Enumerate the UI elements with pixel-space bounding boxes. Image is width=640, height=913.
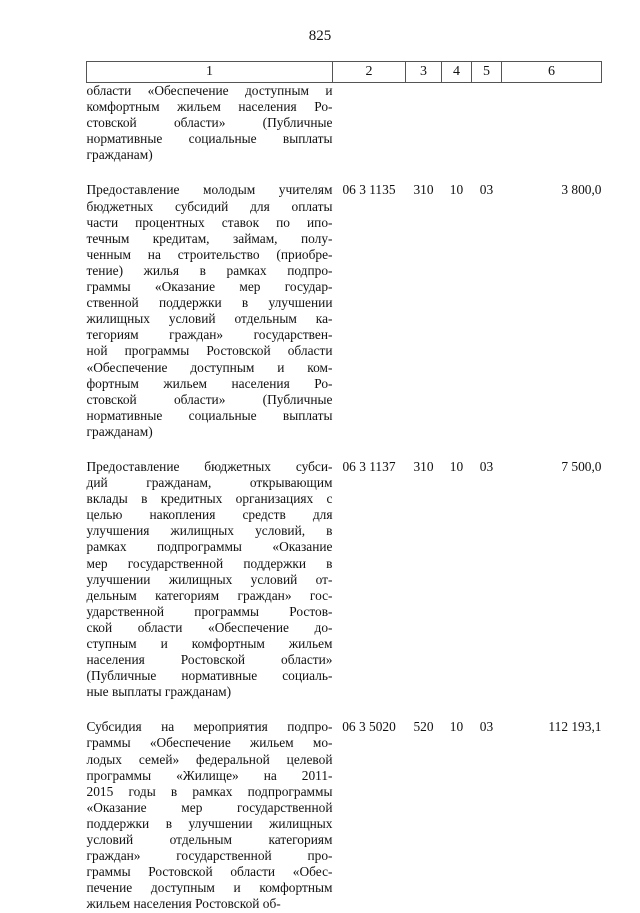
column-header-3: 3 — [406, 62, 442, 83]
description-line: жильем населения Ростовской об- — [86, 896, 281, 912]
description-line: лодых семей» федеральной целевой — [86, 751, 333, 767]
description-line: бюджетных субсидий для оплаты — [86, 198, 333, 214]
description-line: 2015 годы в рамках подпрограммы — [86, 783, 333, 799]
description-line: ственной поддержки в улучшении — [86, 295, 333, 311]
column-header-4: 4 — [442, 62, 472, 83]
row-section: 10 — [449, 458, 464, 474]
description-line: граждан» государственной про- — [86, 848, 333, 864]
column-header-6: 6 — [502, 62, 602, 83]
table-row — [87, 459, 602, 700]
description-line: Субсидия на мероприятия подпро- — [86, 719, 333, 735]
description-line: комфортным жильем населения Ро- — [86, 99, 333, 115]
column-header-5: 5 — [472, 62, 502, 83]
row-amount: 7 500,0 — [561, 458, 602, 474]
row-description — [87, 182, 333, 440]
row-code: 06 3 1135 — [342, 182, 396, 198]
description-line: «Обеспечение доступным и ком- — [86, 359, 333, 375]
table-row — [87, 83, 602, 164]
description-line: печение доступным и комфортным — [86, 880, 333, 896]
description-line: ные выплаты гражданам) — [86, 684, 232, 700]
description-line: «Оказание мер государственной — [86, 799, 333, 815]
budget-table — [86, 61, 602, 913]
description-line: ной программы Ростовской области — [86, 343, 333, 359]
description-line: части процентных ставок по ипо- — [86, 214, 333, 230]
description-line: (Публичные нормативные социаль- — [86, 668, 333, 684]
description-line: Предоставление бюджетных субси- — [86, 458, 333, 474]
table-row — [87, 182, 602, 440]
description-line: гражданам) — [86, 147, 153, 163]
description-line: дий гражданам, открывающим — [86, 475, 333, 491]
row-amount — [502, 83, 602, 164]
description-line: нормативные социальные выплаты — [86, 407, 333, 423]
row-section — [442, 83, 472, 164]
row-amount: 3 800,0 — [561, 182, 602, 198]
description-line: ударственной программы Ростов- — [86, 603, 333, 619]
description-line: стовской области» (Публичные — [86, 391, 333, 407]
row-subsection: 03 — [479, 182, 494, 198]
description-line: течным кредитам, займам, полу- — [86, 230, 333, 246]
row-subsection: 03 — [479, 458, 494, 474]
description-line: целью накопления средств для — [86, 507, 333, 523]
description-line: улучшения жилищных условий, в — [86, 523, 333, 539]
row-subsection: 03 — [479, 719, 494, 735]
description-line: улучшении жилищных условий от- — [86, 571, 333, 587]
description-line: стовской области» (Публичные — [86, 115, 333, 131]
column-header-2: 2 — [333, 62, 406, 83]
description-line: ской области «Обеспечение до- — [86, 619, 333, 635]
table-header-row — [87, 62, 602, 83]
row-code: 06 3 5020 — [342, 719, 396, 735]
row-expense-type: 520 — [413, 719, 434, 735]
column-header-1: 1 — [87, 62, 333, 83]
description-line: программы «Жилище» на 2011- — [86, 767, 333, 783]
row-subsection — [472, 83, 502, 164]
description-line: ченным на строительство (приобре- — [86, 246, 333, 262]
table-row — [87, 719, 602, 912]
description-line: фортным жильем населения Ро- — [86, 375, 333, 391]
description-line: граммы «Обеспечение жильем мо- — [86, 735, 333, 751]
description-line: вклады в кредитных организациях с — [86, 491, 333, 507]
row-amount: 112 193,1 — [548, 719, 602, 735]
description-line: ступным и комфортным жильем — [86, 636, 333, 651]
description-line: жилищных условий отдельным ка- — [86, 311, 333, 327]
row-section: 10 — [449, 182, 464, 198]
description-line: условий отдельным категориям — [86, 832, 333, 848]
row-spacer — [87, 163, 602, 182]
row-expense-type — [406, 83, 442, 164]
description-line: рамках подпрограммы «Оказание — [86, 539, 333, 555]
row-expense-type: 310 — [413, 182, 434, 198]
description-line: Предоставление молодым учителям — [86, 182, 333, 198]
row-code — [333, 83, 406, 164]
description-line: граммы «Оказание мер государ- — [86, 279, 333, 295]
description-line: мер государственной поддержки в — [86, 555, 333, 571]
row-description — [87, 83, 333, 164]
row-spacer — [87, 700, 602, 719]
row-expense-type: 310 — [413, 458, 434, 474]
page-number: 825 — [308, 28, 332, 44]
description-line: тегориям граждан» государствен- — [86, 327, 333, 343]
row-description — [87, 719, 333, 912]
description-line: тение) жилья в рамках подпро- — [86, 262, 333, 278]
table-body — [87, 83, 602, 913]
row-description — [87, 459, 333, 700]
description-line: граммы Ростовской области «Обес- — [86, 864, 333, 880]
description-line: дельным категориям граждан» гос- — [86, 587, 333, 603]
description-line: области «Обеспечение доступным и — [86, 83, 333, 98]
description-line: населения Ростовской области» — [86, 652, 333, 668]
description-line: поддержки в улучшении жилищных — [86, 815, 333, 831]
row-spacer — [87, 440, 602, 459]
row-code: 06 3 1137 — [342, 458, 396, 474]
row-section: 10 — [449, 719, 464, 735]
description-line: нормативные социальные выплаты — [86, 131, 333, 147]
description-line: гражданам) — [86, 423, 153, 439]
